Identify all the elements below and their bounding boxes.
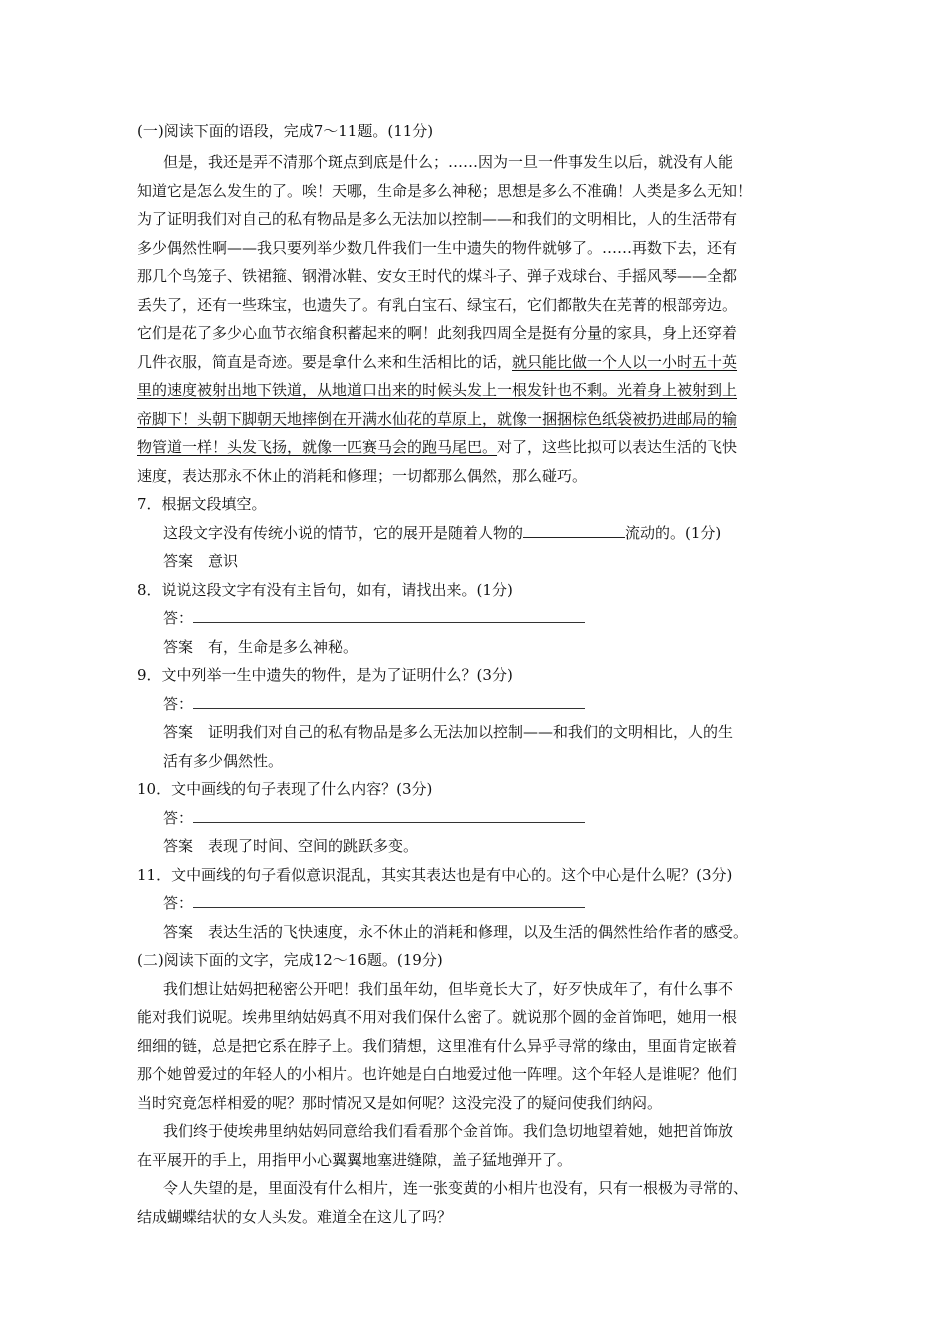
question-9-answer-field[interactable] <box>163 694 585 714</box>
fill-text-before: 这段文字没有传统小说的情节，它的展开是随着人物的 <box>163 524 524 542</box>
section-1-heading: (一)阅读下面的语段，完成7～11题。(11分) <box>137 122 434 140</box>
question-8-answer: 答案 有，生命是多么神秘。 <box>163 638 359 656</box>
passage-line: 那几个鸟笼子、铁裙箍、钢滑冰鞋、安女王时代的煤斗子、弹子戏球台、手摇风琴——全都 <box>137 267 738 285</box>
question-9-stem: 9．文中列举一生中遗失的物件，是为了证明什么？(3分) <box>137 666 513 684</box>
passage-line <box>137 352 737 372</box>
passage-line: 它们是花了多少心血节衣缩食积蓄起来的啊！此刻我四周全是挺有分量的家具，身上还穿着 <box>137 324 738 342</box>
answer-label: 答： <box>163 809 194 827</box>
underlined-sentence: 里的速度被射出地下铁道，从地道口出来的时候头发上一根发针也不剩。光着身上被射到上 <box>137 381 738 399</box>
passage-line: 在平展开的手上，用指甲小心翼翼地塞进缝隙，盖子猛地弹开了。 <box>137 1151 573 1169</box>
passage-line: 多少偶然性啊——我只要列举少数几件我们一生中遗失的物件就够了。……再数下去，还有 <box>137 239 738 257</box>
question-7-answer: 答案 意识 <box>163 552 239 570</box>
passage-line: 那个她曾爱过的年轻人的小相片。也许她是白白地爱过他一阵哩。这个年轻人是谁呢？他们 <box>137 1065 738 1083</box>
section-2-heading: (二)阅读下面的文字，完成12～16题。(19分) <box>137 951 443 969</box>
fill-blank[interactable] <box>523 523 625 538</box>
passage-line: 为了证明我们对自己的私有物品是多么无法加以控制——和我们的文明相比，人的生活带有 <box>137 210 738 228</box>
question-10-answer-field[interactable] <box>163 808 585 828</box>
passage-line: 但是，我还是弄不清那个斑点到底是什么；……因为一旦一件事发生以后，就没有人能 <box>163 153 734 171</box>
question-10-answer: 答案 表现了时间、空间的跳跃多变。 <box>163 837 419 855</box>
passage-line <box>137 437 737 457</box>
answer-label: 答： <box>163 695 194 713</box>
passage-text: 对了，这些比拟可以表达生活的飞快 <box>497 438 738 456</box>
answer-line[interactable] <box>193 808 585 823</box>
answer-label: 答： <box>163 894 194 912</box>
question-11-stem: 11．文中画线的句子看似意识混乱，其实其表达也是有中心的。这个中心是什么呢？(3分) <box>137 866 733 884</box>
passage-line: 能对我们说呢。埃弗里纳姑妈真不用对我们保什么密了。就说那个圆的金首饰吧，她用一根 <box>137 1008 738 1026</box>
passage-line: 细细的链，总是把它系在脖子上。我们猜想，这里准有什么异乎寻常的缘由，里面肯定嵌着 <box>137 1037 738 1055</box>
passage-line: 知道它是怎么发生的了。唉！天哪，生命是多么神秘；思想是多么不准确！人类是多么无知！ <box>137 182 753 200</box>
answer-line[interactable] <box>193 694 585 709</box>
underlined-sentence: 物管道一样！头发飞扬，就像一匹赛马会的跑马尾巴。 <box>137 438 498 456</box>
question-11-answer: 答案 表达生活的飞快速度，永不休止的消耗和修理，以及生活的偶然性给作者的感受。 <box>163 923 749 941</box>
question-8-answer-field[interactable] <box>163 608 585 628</box>
question-8-stem: 8．说说这段文字有没有主旨句，如有，请找出来。(1分) <box>137 581 513 599</box>
passage-line: 我们想让姑妈把秘密公开吧！我们虽年幼，但毕竟长大了，好歹快成年了，有什么事不 <box>163 980 734 998</box>
passage-line: 速度，表达那永不休止的消耗和修理；一切都那么偶然，那么碰巧。 <box>137 467 588 485</box>
passage-line: 我们终于使埃弗里纳姑妈同意给我们看看那个金首饰。我们急切地望着她，她把首饰放 <box>163 1122 734 1140</box>
passage-text: 几件衣服，简直是奇迹。要是拿什么来和生活相比的话， <box>137 353 513 371</box>
answer-label: 答： <box>163 609 194 627</box>
answer-line[interactable] <box>193 893 585 908</box>
fill-text-after: 流动的。(1分) <box>625 524 722 542</box>
passage-line: 丢失了，还有一些珠宝，也遗失了。有乳白宝石、绿宝石，它们都散失在芜菁的根部旁边。 <box>137 296 738 314</box>
passage-line: 结成蝴蝶结状的女人头发。难道全在这儿了吗？ <box>137 1208 453 1226</box>
answer-line[interactable] <box>193 608 585 623</box>
underlined-sentence: 就只能比做一个人以一小时五十英 <box>512 353 738 371</box>
question-11-answer-field[interactable] <box>163 893 585 913</box>
question-7-stem: 7．根据文段填空。 <box>137 495 267 513</box>
passage-line: 令人失望的是，里面没有什么相片，连一张变黄的小相片也没有，只有一根极为寻常的、 <box>163 1179 749 1197</box>
question-10-stem: 10．文中画线的句子表现了什么内容？(3分) <box>137 780 433 798</box>
question-7-fill <box>163 523 721 543</box>
underlined-sentence: 帝脚下！头朝下脚朝天地摔倒在开满水仙花的草原上，就像一捆捆棕色纸袋被扔进邮局的输 <box>137 410 738 428</box>
question-9-answer: 答案 证明我们对自己的私有物品是多么无法加以控制——和我们的文明相比，人的生 <box>163 723 734 741</box>
passage-line: 当时究竟怎样相爱的呢？那时情况又是如何呢？这没完没了的疑问使我们纳闷。 <box>137 1094 663 1112</box>
question-9-answer-cont: 活有多少偶然性。 <box>163 752 284 770</box>
